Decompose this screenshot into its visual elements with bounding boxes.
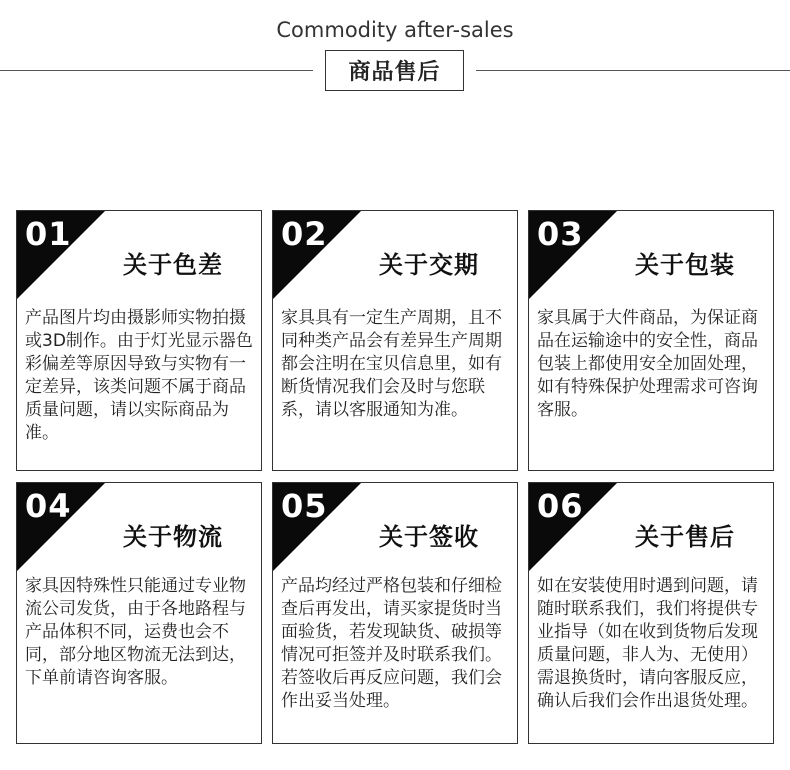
card-title: 关于色差: [123, 251, 223, 279]
info-card-packaging: [528, 210, 774, 471]
card-number: 04: [25, 487, 72, 525]
info-card-after-sales: [528, 482, 774, 744]
info-card-logistics: [16, 482, 262, 744]
card-body: 家具具有一定生产周期，且不同种类产品会有差异生产周期都会注明在宝贝信息里，如有断货情况我们会及时与您联系，请以客服通知为准。: [281, 308, 502, 420]
card-body: 产品图片均由摄影师实物拍摄或3D制作。由于灯光显示器色彩偏差等原因导致与实物有一定差异，该类问题不属于商品质量问题，请以实际商品为准。: [25, 308, 253, 443]
header-divider-left: [0, 70, 313, 71]
card-number: 03: [537, 215, 584, 253]
header-divider-right: [476, 70, 790, 71]
card-body: 家具属于大件商品，为保证商品在运输途中的安全性，商品包装上都使用安全加固处理，如有特殊保护处理需求可咨询客服。: [537, 308, 758, 420]
card-number: 06: [537, 487, 584, 525]
info-card-color-difference: [16, 210, 262, 471]
card-body: 家具因特殊性只能通过专业物流公司发货，由于各地路程与产品体积不同，运费也会不同，部分地区物流无法到达，下单前请咨询客服。: [25, 576, 246, 688]
card-title: 关于包装: [635, 251, 735, 279]
card-number: 01: [25, 215, 72, 253]
section-subtitle: Commodity after-sales: [276, 18, 514, 42]
section-title: 商品售后: [325, 50, 464, 91]
card-title: 关于交期: [379, 251, 479, 279]
card-number: 02: [281, 215, 328, 253]
info-card-delivery-time: [272, 210, 518, 471]
card-title: 关于签收: [379, 523, 479, 551]
card-body: 产品均经过严格包装和仔细检查后再发出，请买家提货时当面验货，若发现缺货、破损等情况可拒签并及时联系我们。若签收后再反应问题，我们会作出妥当处理。: [281, 576, 502, 711]
card-body: 如在安装使用时遇到问题，请随时联系我们，我们将提供专业指导（如在收到货物后发现质量问题，非人为、无使用）需退换货时，请向客服反应，确认后我们会作出退货处理。: [537, 576, 758, 711]
info-card-receipt: [272, 482, 518, 744]
card-title: 关于售后: [635, 523, 735, 551]
card-title: 关于物流: [123, 523, 223, 551]
card-number: 05: [281, 487, 328, 525]
